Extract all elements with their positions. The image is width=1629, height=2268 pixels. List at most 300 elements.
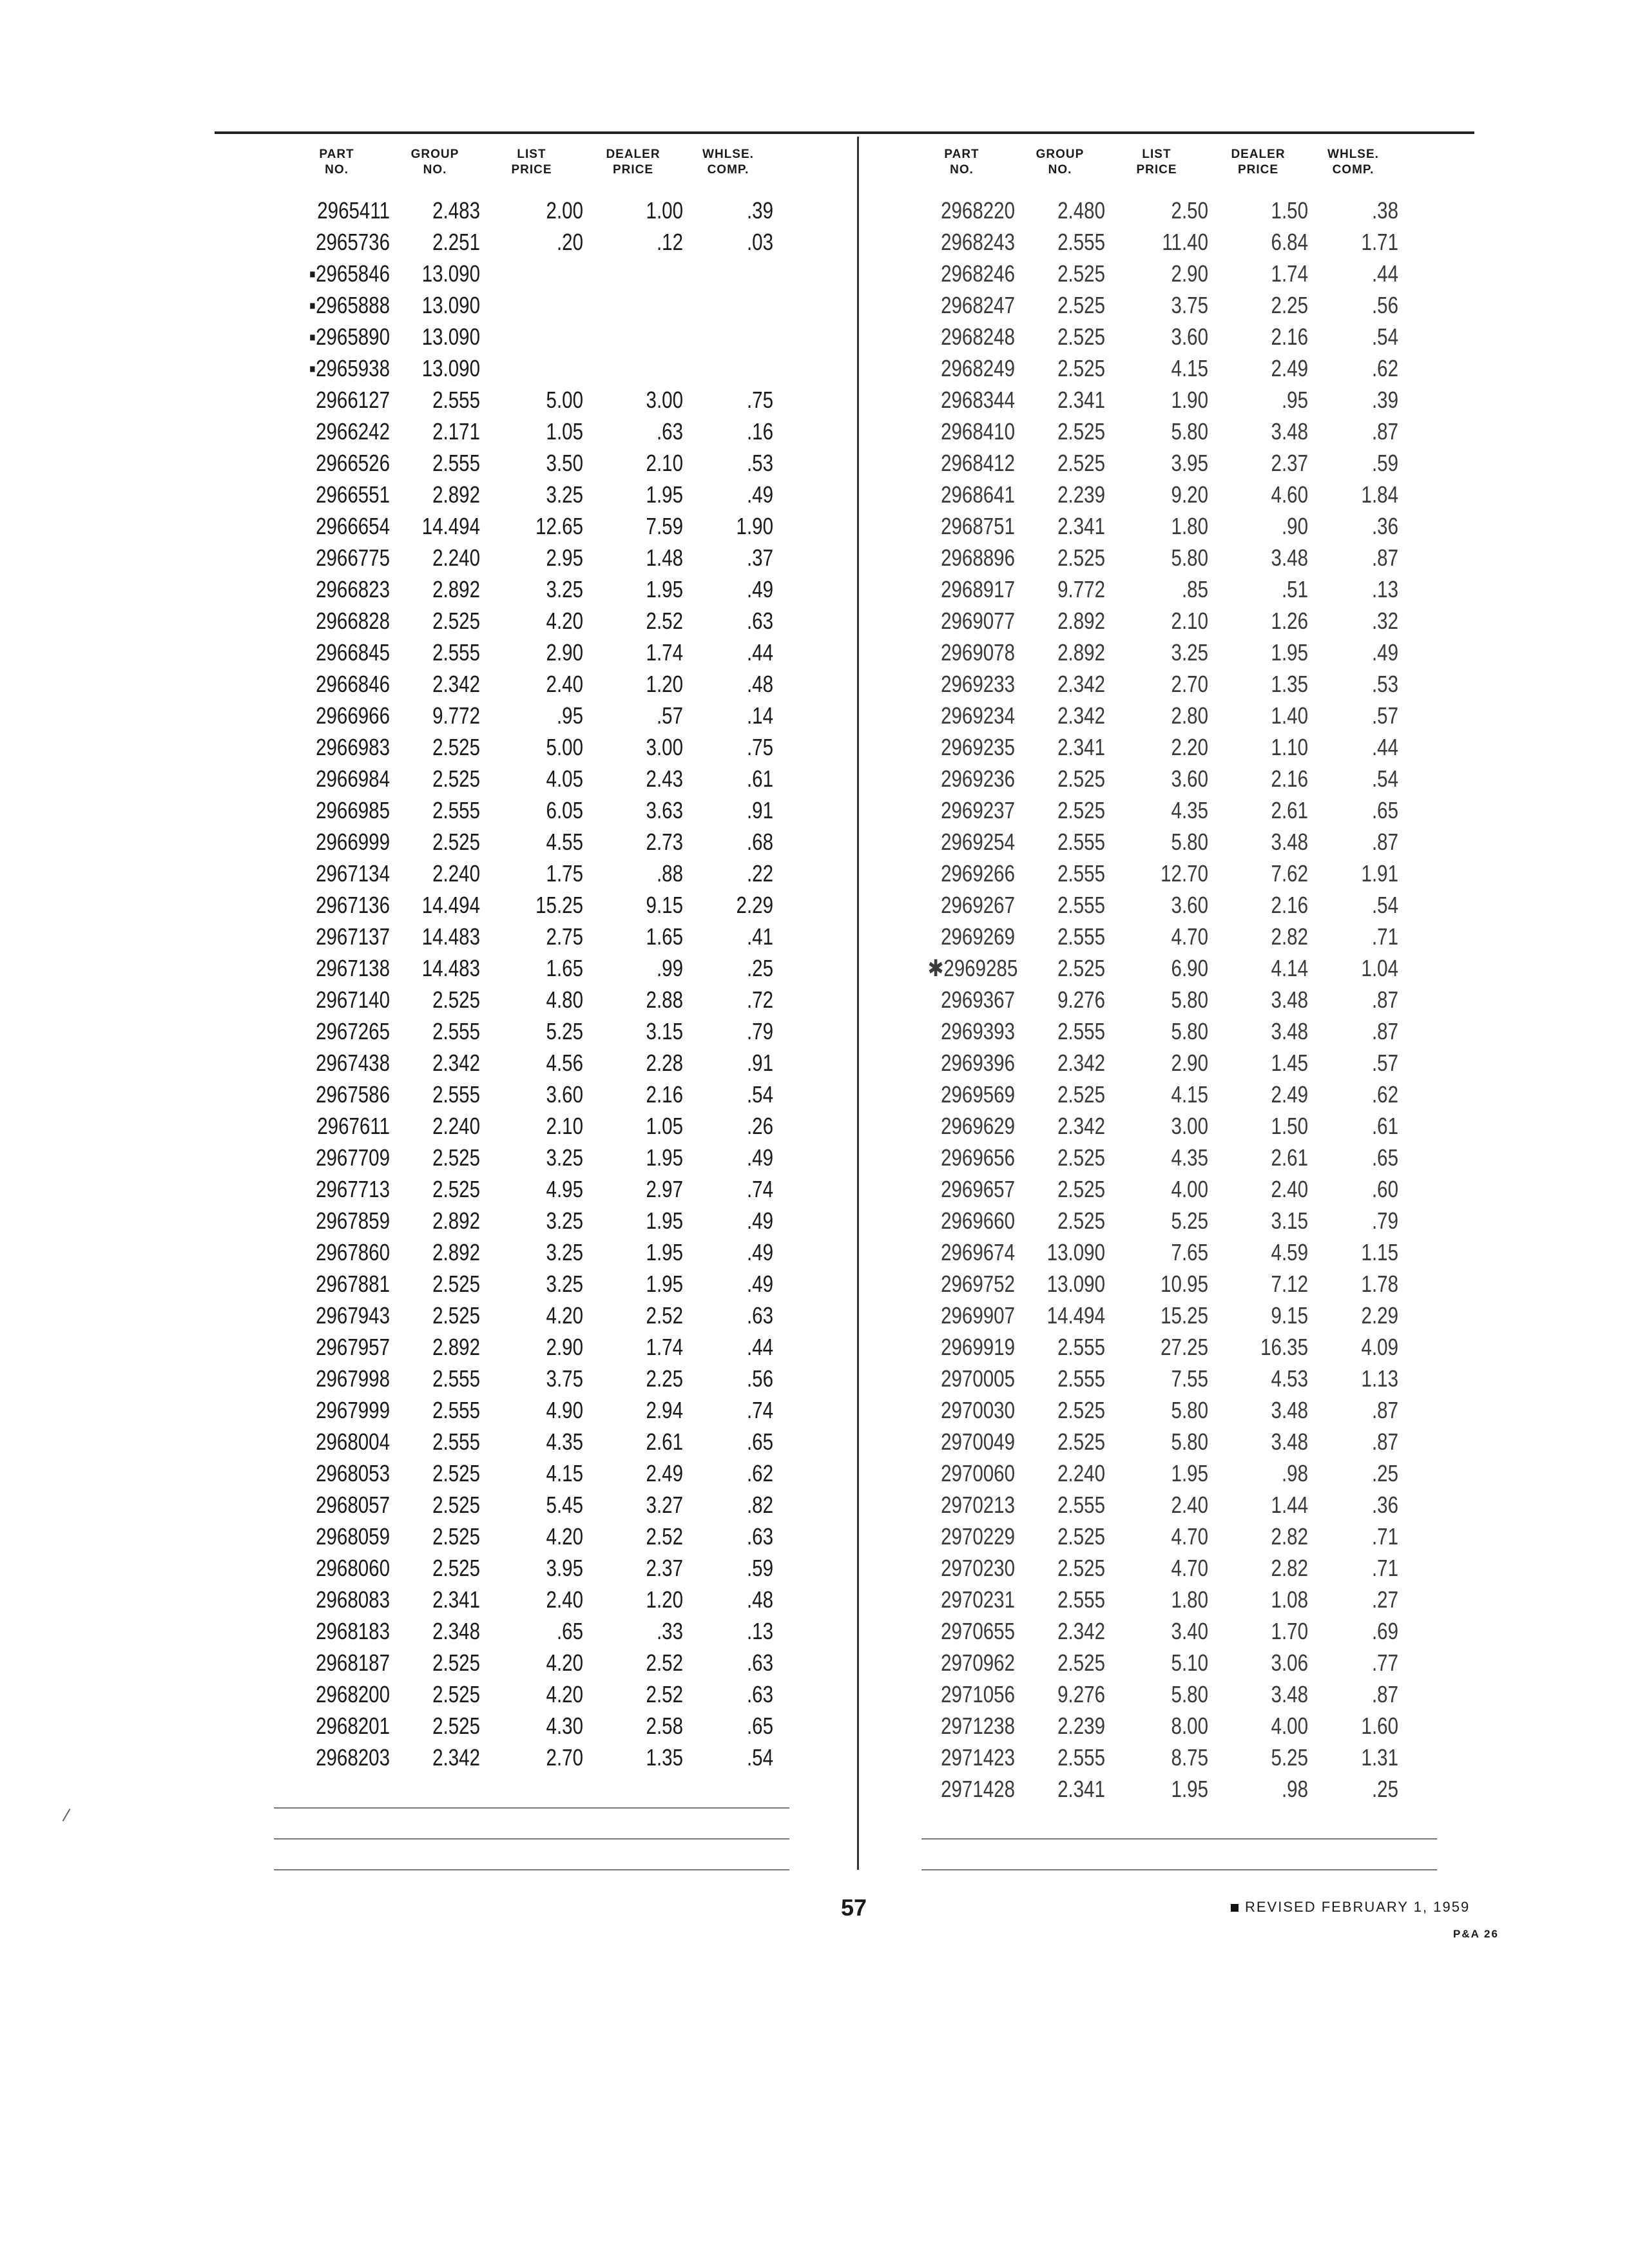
cell-part-no: 2968243 <box>941 229 1015 255</box>
cell-whlse-comp: .68 <box>746 829 773 855</box>
table-row <box>284 700 773 731</box>
cell-part-no: 2970230 <box>941 1555 1015 1581</box>
header-part-no: PART NO. <box>319 148 354 177</box>
cell-group-no: 2.525 <box>1057 1649 1105 1676</box>
cell-list-price: 9.20 <box>1171 481 1208 508</box>
cell-group-no: 2.525 <box>432 986 480 1013</box>
table-row <box>909 258 1398 289</box>
cell-list-price: 2.20 <box>1171 734 1208 760</box>
cell-whlse-comp: .61 <box>1371 1113 1398 1139</box>
blank-rule <box>274 1807 789 1809</box>
cell-dealer-price: 2.97 <box>646 1176 683 1202</box>
cell-part-no: 2968247 <box>941 292 1015 318</box>
cell-list-price: 6.05 <box>546 797 583 823</box>
cell-part-no: 2967709 <box>316 1144 390 1171</box>
cell-part-no: 2968004 <box>316 1428 390 1455</box>
cell-group-no: 14.494 <box>1046 1302 1105 1329</box>
cell-group-no: 2.525 <box>432 1144 480 1171</box>
table-row <box>909 1773 1398 1805</box>
cell-dealer-price: 3.48 <box>1271 418 1308 445</box>
cell-group-no: 13.090 <box>421 355 480 381</box>
table-row <box>284 1363 773 1394</box>
cell-whlse-comp: .91 <box>746 797 773 823</box>
cell-part-no: 2967957 <box>316 1334 390 1360</box>
cell-group-no: 2.892 <box>432 576 480 602</box>
table-row <box>284 258 773 289</box>
cell-whlse-comp: .36 <box>1371 513 1398 539</box>
cell-part-no: 2971428 <box>941 1776 1015 1802</box>
cell-whlse-comp: .39 <box>746 197 773 224</box>
cell-list-price: 5.80 <box>1171 1397 1208 1423</box>
cell-group-no: 2.525 <box>432 608 480 634</box>
table-row <box>909 1173 1398 1205</box>
cell-whlse-comp: .65 <box>1371 1144 1398 1171</box>
cell-whlse-comp: .13 <box>1371 576 1398 602</box>
table-row <box>284 1142 773 1173</box>
left-price-table <box>284 147 773 1773</box>
cell-part-no: 2969233 <box>941 671 1015 697</box>
cell-part-no: 2970213 <box>941 1492 1015 1518</box>
cell-group-no: 2.525 <box>1057 1081 1105 1108</box>
cell-whlse-comp: .53 <box>746 450 773 476</box>
cell-whlse-comp: .37 <box>746 544 773 571</box>
cell-whlse-comp: .49 <box>746 1144 773 1171</box>
table-row <box>284 889 773 921</box>
cell-dealer-price: 1.95 <box>646 1239 683 1265</box>
cell-list-price: 4.30 <box>546 1713 583 1739</box>
cell-group-no: 2.342 <box>432 1744 480 1771</box>
table-row <box>284 1268 773 1300</box>
cell-part-no: 2970962 <box>941 1649 1015 1676</box>
cell-dealer-price: 3.00 <box>646 387 683 413</box>
table-row <box>909 1552 1398 1584</box>
cell-part-no: 2968344 <box>941 387 1015 413</box>
cell-list-price: 4.05 <box>546 765 583 792</box>
cell-group-no: 13.090 <box>421 292 480 318</box>
cell-group-no: 2.341 <box>1057 1776 1105 1802</box>
cell-group-no: 2.240 <box>1057 1460 1105 1486</box>
cell-list-price: 2.90 <box>1171 260 1208 287</box>
table-row <box>909 1268 1398 1300</box>
table-row <box>284 1584 773 1615</box>
cell-part-no: 2968220 <box>941 197 1015 224</box>
cell-list-price: 4.35 <box>1171 797 1208 823</box>
table-row <box>284 668 773 700</box>
cell-part-no: 2966127 <box>316 387 390 413</box>
cell-group-no: 14.483 <box>421 923 480 950</box>
cell-whlse-comp: .27 <box>1371 1586 1398 1613</box>
cell-whlse-comp: .41 <box>746 923 773 950</box>
cell-part-no: 2970049 <box>941 1428 1015 1455</box>
table-row <box>909 605 1398 637</box>
cell-group-no: 13.090 <box>421 323 480 350</box>
cell-group-no: 9.772 <box>432 702 480 729</box>
page-number: 57 <box>841 1894 867 1921</box>
cell-list-price: 5.80 <box>1171 986 1208 1013</box>
cell-dealer-price: 2.82 <box>1271 1523 1308 1550</box>
cell-list-price: 5.25 <box>1171 1207 1208 1234</box>
cell-list-price: 2.00 <box>546 197 583 224</box>
cell-whlse-comp: .63 <box>746 1302 773 1329</box>
cell-list-price: 4.20 <box>546 1302 583 1329</box>
cell-whlse-comp: .82 <box>746 1492 773 1518</box>
cell-dealer-price: 1.35 <box>646 1744 683 1771</box>
table-row <box>284 921 773 952</box>
table-body <box>909 195 1398 1805</box>
cell-whlse-comp: .49 <box>746 1207 773 1234</box>
cell-part-no: ✱2969285 <box>927 955 1018 981</box>
cell-whlse-comp: .63 <box>746 1649 773 1676</box>
cell-group-no: 2.555 <box>432 1081 480 1108</box>
table-row <box>909 195 1398 226</box>
cell-whlse-comp: .39 <box>1371 387 1398 413</box>
cell-group-no: 13.090 <box>421 260 480 287</box>
cell-group-no: 2.525 <box>1057 1523 1105 1550</box>
cell-part-no: 2970655 <box>941 1618 1015 1644</box>
cell-dealer-price: 2.52 <box>646 1523 683 1550</box>
cell-whlse-comp: .49 <box>746 576 773 602</box>
cell-dealer-price: 4.60 <box>1271 481 1308 508</box>
cell-part-no: 2971423 <box>941 1744 1015 1771</box>
cell-part-no: 2968246 <box>941 260 1015 287</box>
cell-part-no: 2967999 <box>316 1397 390 1423</box>
cell-group-no: 2.525 <box>432 1302 480 1329</box>
cell-group-no: 2.525 <box>1057 260 1105 287</box>
cell-dealer-price: 2.61 <box>1271 797 1308 823</box>
table-row <box>909 1363 1398 1394</box>
cell-list-price: 2.90 <box>1171 1050 1208 1076</box>
cell-whlse-comp: .71 <box>1371 1523 1398 1550</box>
cell-dealer-price: 1.95 <box>646 1144 683 1171</box>
table-row <box>909 1110 1398 1142</box>
cell-part-no: 2968200 <box>316 1681 390 1707</box>
cell-list-price: 5.80 <box>1171 829 1208 855</box>
cell-part-no: 2966775 <box>316 544 390 571</box>
cell-part-no: 2968057 <box>316 1492 390 1518</box>
cell-whlse-comp: .25 <box>746 955 773 981</box>
cell-group-no: 2.342 <box>1057 671 1105 697</box>
cell-part-no: 2966823 <box>316 576 390 602</box>
cell-part-no: 2971056 <box>941 1681 1015 1707</box>
cell-whlse-comp: .87 <box>1371 1018 1398 1044</box>
cell-dealer-price <box>583 321 683 352</box>
cell-dealer-price: 2.52 <box>646 1681 683 1707</box>
table-row <box>284 984 773 1015</box>
cell-part-no: 2968201 <box>316 1713 390 1739</box>
header-dealer-price: DEALER PRICE <box>1231 148 1286 177</box>
cell-whlse-comp <box>683 321 773 352</box>
cell-group-no: 2.483 <box>432 197 480 224</box>
cell-group-no: 2.555 <box>432 797 480 823</box>
cell-list-price <box>480 352 583 384</box>
table-row <box>284 573 773 605</box>
cell-group-no: 2.240 <box>432 1113 480 1139</box>
table-row <box>284 479 773 510</box>
cell-group-no: 2.892 <box>432 1334 480 1360</box>
cell-dealer-price: 1.95 <box>646 1271 683 1297</box>
cell-whlse-comp: .71 <box>1371 1555 1398 1581</box>
cell-group-no: 2.348 <box>432 1618 480 1644</box>
cell-part-no: ▪2965888 <box>309 292 390 318</box>
cell-whlse-comp: .87 <box>1371 544 1398 571</box>
cell-list-price: 4.20 <box>546 1649 583 1676</box>
cell-group-no: 2.555 <box>1057 829 1105 855</box>
cell-part-no: 2965411 <box>317 197 390 224</box>
cell-dealer-price: 1.95 <box>646 481 683 508</box>
table-header <box>284 147 773 188</box>
cell-dealer-price: 4.00 <box>1271 1713 1308 1739</box>
cell-part-no: 2967998 <box>316 1365 390 1392</box>
cell-dealer-price: 7.59 <box>646 513 683 539</box>
table-row <box>909 1394 1398 1426</box>
cell-dealer-price: 2.37 <box>646 1555 683 1581</box>
cell-whlse-comp: .63 <box>746 608 773 634</box>
table-row <box>909 1584 1398 1615</box>
cell-whlse-comp: .54 <box>746 1081 773 1108</box>
cell-list-price: 3.75 <box>1171 292 1208 318</box>
table-row <box>909 1647 1398 1678</box>
cell-part-no: 2969657 <box>941 1176 1015 1202</box>
cell-part-no: 2967943 <box>316 1302 390 1329</box>
table-row <box>909 573 1398 605</box>
table-row <box>909 984 1398 1015</box>
cell-dealer-price: 7.62 <box>1271 860 1308 887</box>
cell-list-price <box>480 321 583 352</box>
table-row <box>284 763 773 794</box>
cell-part-no: 2969254 <box>941 829 1015 855</box>
cell-whlse-comp: .61 <box>746 765 773 792</box>
cell-dealer-price: .12 <box>656 229 683 255</box>
cell-whlse-comp: .59 <box>746 1555 773 1581</box>
table-row <box>909 352 1398 384</box>
cell-list-price: 1.05 <box>546 418 583 445</box>
cell-group-no: 9.276 <box>1057 986 1105 1013</box>
cell-whlse-comp: .87 <box>1371 1681 1398 1707</box>
cell-dealer-price: 3.48 <box>1271 1681 1308 1707</box>
table-row <box>284 1236 773 1268</box>
cell-dealer-price: 1.50 <box>1271 197 1308 224</box>
cell-whlse-comp: .87 <box>1371 829 1398 855</box>
cell-group-no: 2.892 <box>1057 608 1105 634</box>
cell-part-no: 2968059 <box>316 1523 390 1550</box>
cell-whlse-comp: .13 <box>746 1618 773 1644</box>
cell-list-price: 4.70 <box>1171 1555 1208 1581</box>
cell-group-no: 2.555 <box>1057 1018 1105 1044</box>
margin-mark <box>63 1809 71 1821</box>
table-row <box>284 1079 773 1110</box>
header-dealer-price: DEALER PRICE <box>606 148 660 177</box>
table-row <box>284 1552 773 1584</box>
cell-list-price: .95 <box>556 702 583 729</box>
table-row <box>909 858 1398 889</box>
cell-whlse-comp: .48 <box>746 671 773 697</box>
table-row <box>909 731 1398 763</box>
cell-dealer-price: .99 <box>656 955 683 981</box>
cell-whlse-comp: .60 <box>1371 1176 1398 1202</box>
table-row <box>284 637 773 668</box>
cell-group-no: 2.240 <box>432 860 480 887</box>
cell-part-no: 2969236 <box>941 765 1015 792</box>
cell-dealer-price: 1.95 <box>646 1207 683 1234</box>
table-row <box>909 510 1398 542</box>
column-divider <box>857 137 859 1870</box>
cell-list-price: 2.80 <box>1171 702 1208 729</box>
cell-dealer-price: 2.49 <box>1271 355 1308 381</box>
cell-part-no: 2968412 <box>941 450 1015 476</box>
table-row <box>909 447 1398 479</box>
cell-list-price: 27.25 <box>1161 1334 1208 1360</box>
cell-dealer-price: 9.15 <box>1271 1302 1308 1329</box>
cell-whlse-comp: .65 <box>1371 797 1398 823</box>
cell-list-price: 4.70 <box>1171 923 1208 950</box>
cell-list-price: 1.80 <box>1171 513 1208 539</box>
table-row <box>909 289 1398 321</box>
cell-group-no: 2.525 <box>432 829 480 855</box>
cell-part-no: 2969907 <box>941 1302 1015 1329</box>
cell-group-no: 2.239 <box>1057 481 1105 508</box>
cell-dealer-price: 3.27 <box>646 1492 683 1518</box>
square-bullet-icon <box>1231 1904 1239 1912</box>
cell-dealer-price: 3.06 <box>1271 1649 1308 1676</box>
cell-group-no: 2.525 <box>1057 955 1105 981</box>
cell-dealer-price: 2.16 <box>646 1081 683 1108</box>
cell-dealer-price <box>583 258 683 289</box>
cell-dealer-price: 1.26 <box>1271 608 1308 634</box>
cell-whlse-comp: .79 <box>746 1018 773 1044</box>
cell-part-no: 2968249 <box>941 355 1015 381</box>
cell-part-no: 2969237 <box>941 797 1015 823</box>
table-row <box>909 826 1398 858</box>
cell-list-price: 4.15 <box>1171 355 1208 381</box>
cell-dealer-price: 9.15 <box>646 892 683 918</box>
cell-group-no: 2.525 <box>432 1492 480 1518</box>
cell-part-no: 2967138 <box>316 955 390 981</box>
cell-list-price: 4.00 <box>1171 1176 1208 1202</box>
header-list-price: LIST PRICE <box>511 148 552 177</box>
table-row <box>909 1521 1398 1552</box>
cell-group-no: 2.240 <box>432 544 480 571</box>
cell-group-no: 2.525 <box>432 1681 480 1707</box>
cell-part-no: 2966984 <box>316 765 390 792</box>
cell-group-no: 2.892 <box>432 481 480 508</box>
cell-whlse-comp: .77 <box>1371 1649 1398 1676</box>
cell-whlse-comp: .54 <box>1371 323 1398 350</box>
cell-part-no: 2967611 <box>317 1113 390 1139</box>
cell-dealer-price: 1.65 <box>646 923 683 950</box>
cell-group-no: 2.239 <box>1057 1713 1105 1739</box>
cell-group-no: 2.341 <box>1057 734 1105 760</box>
cell-group-no: 2.341 <box>1057 387 1105 413</box>
table-row <box>284 510 773 542</box>
cell-list-price: 2.90 <box>546 1334 583 1360</box>
cell-group-no: 2.555 <box>432 450 480 476</box>
cell-group-no: 2.525 <box>1057 1207 1105 1234</box>
cell-whlse-comp: .71 <box>1371 923 1398 950</box>
cell-list-price: 4.90 <box>546 1397 583 1423</box>
cell-part-no: 2970060 <box>941 1460 1015 1486</box>
blank-rule <box>921 1838 1437 1840</box>
table-row <box>284 542 773 573</box>
table-row <box>909 763 1398 794</box>
table-row <box>909 952 1398 984</box>
cell-list-price: 2.95 <box>546 544 583 571</box>
cell-dealer-price: 2.37 <box>1271 450 1308 476</box>
cell-list-price: 5.00 <box>546 734 583 760</box>
cell-dealer-price: 6.84 <box>1271 229 1308 255</box>
cell-group-no: 2.525 <box>432 765 480 792</box>
cell-group-no: 2.892 <box>432 1239 480 1265</box>
cell-part-no: 2969077 <box>941 608 1015 634</box>
cell-whlse-comp: .87 <box>1371 1428 1398 1455</box>
cell-group-no: 2.555 <box>432 1397 480 1423</box>
cell-group-no: 2.555 <box>1057 923 1105 950</box>
cell-list-price: 3.40 <box>1171 1618 1208 1644</box>
cell-part-no: 2968641 <box>941 481 1015 508</box>
cell-list-price <box>480 258 583 289</box>
table-row <box>909 479 1398 510</box>
cell-whlse-comp: .62 <box>1371 355 1398 381</box>
cell-part-no: 2969674 <box>941 1239 1015 1265</box>
cell-list-price: 3.25 <box>546 576 583 602</box>
cell-group-no: 2.892 <box>432 1207 480 1234</box>
blank-rule <box>274 1869 789 1870</box>
cell-dealer-price: 1.95 <box>1271 639 1308 666</box>
table-row <box>284 321 773 352</box>
cell-whlse-comp: .49 <box>746 1239 773 1265</box>
cell-dealer-price: 2.82 <box>1271 1555 1308 1581</box>
cell-group-no: 2.525 <box>1057 418 1105 445</box>
table-row <box>284 1647 773 1678</box>
header-whlse-comp: WHLSE. COMP. <box>702 148 754 177</box>
table-row <box>284 226 773 258</box>
cell-part-no: 2967860 <box>316 1239 390 1265</box>
table-row <box>284 1710 773 1742</box>
cell-dealer-price: .51 <box>1281 576 1308 602</box>
cell-group-no: 2.525 <box>1057 355 1105 381</box>
cell-whlse-comp: .44 <box>1371 260 1398 287</box>
cell-part-no: 2968203 <box>316 1744 390 1771</box>
cell-group-no: 2.342 <box>1057 1113 1105 1139</box>
cell-list-price: .85 <box>1181 576 1208 602</box>
table-row <box>909 1457 1398 1489</box>
cell-list-price: 1.65 <box>546 955 583 981</box>
cell-whlse-comp: .65 <box>746 1428 773 1455</box>
cell-list-price: 1.95 <box>1171 1460 1208 1486</box>
cell-list-price: 6.90 <box>1171 955 1208 981</box>
cell-part-no: 2968060 <box>316 1555 390 1581</box>
cell-dealer-price: 3.63 <box>646 797 683 823</box>
cell-part-no: 2966551 <box>316 481 390 508</box>
cell-dealer-price: 2.49 <box>646 1460 683 1486</box>
cell-whlse-comp: .75 <box>746 734 773 760</box>
cell-group-no: 2.525 <box>1057 1397 1105 1423</box>
cell-part-no: 2967586 <box>316 1081 390 1108</box>
cell-group-no: 2.525 <box>432 1460 480 1486</box>
header-group-no: GROUP NO. <box>410 148 459 177</box>
table-row <box>284 384 773 416</box>
cell-dealer-price: 1.40 <box>1271 702 1308 729</box>
cell-list-price: 1.80 <box>1171 1586 1208 1613</box>
cell-whlse-comp: .62 <box>1371 1081 1398 1108</box>
cell-group-no: 2.555 <box>1057 1586 1105 1613</box>
cell-dealer-price: 1.74 <box>1271 260 1308 287</box>
cell-whlse-comp: .48 <box>746 1586 773 1613</box>
cell-list-price: 5.80 <box>1171 544 1208 571</box>
cell-dealer-price: .95 <box>1281 387 1308 413</box>
cell-part-no: 2966526 <box>316 450 390 476</box>
cell-list-price: 4.56 <box>546 1050 583 1076</box>
cell-part-no: 2966828 <box>316 608 390 634</box>
